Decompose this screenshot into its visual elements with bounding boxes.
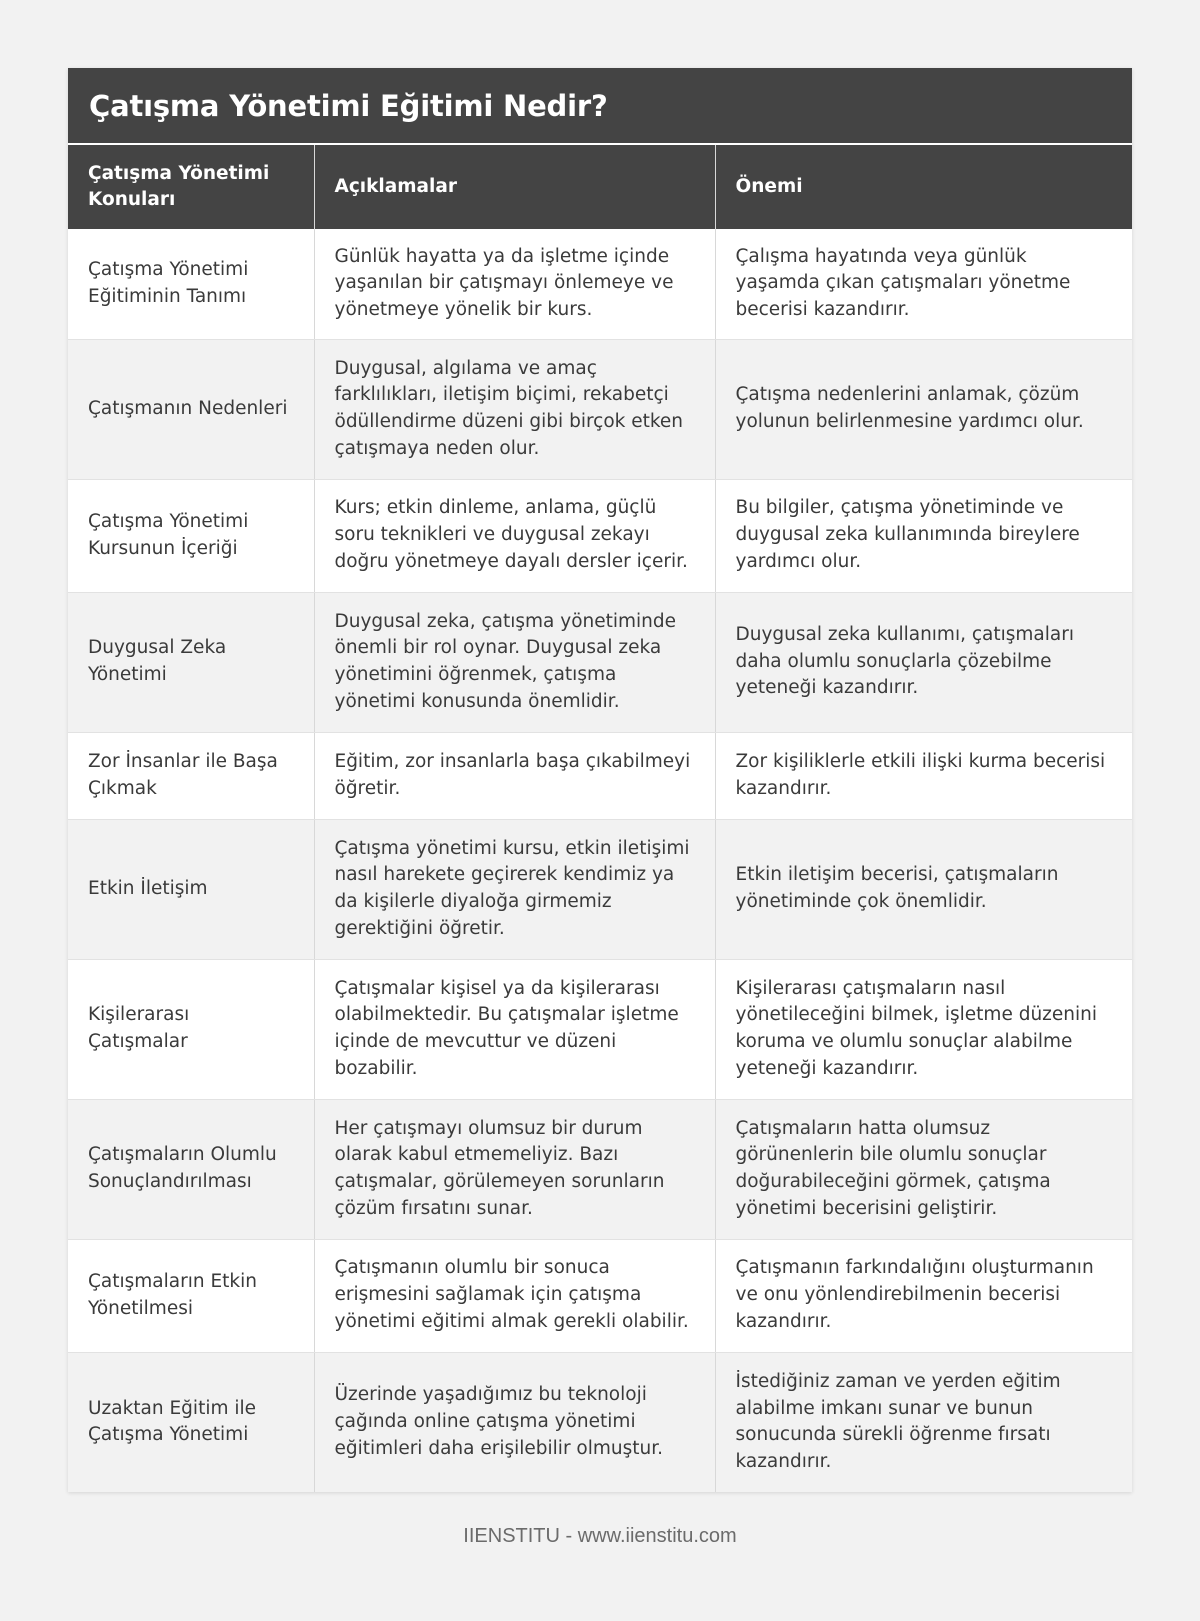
table-row	[68, 959, 1132, 1099]
table-row	[68, 1352, 1132, 1492]
description-cell: Kurs; etkin dinleme, anlama, güçlü soru teknikleri ve duygusal zekayı doğru yönetmeye dayalı dersler içerir.	[314, 479, 715, 592]
column-header-topics: Çatışma Yönetimi Konuları	[68, 145, 314, 229]
importance-cell: Duygusal zeka kullanımı, çatışmaları daha olumlu sonuçlarla çözebilme yeteneği kazandırır.	[715, 592, 1132, 732]
title-bar	[68, 68, 1132, 145]
table-row	[68, 1239, 1132, 1352]
topic-cell: Çatışmaların Etkin Yönetilmesi	[68, 1239, 314, 1352]
table-row	[68, 229, 1132, 339]
topic-cell: Çatışmanın Nedenleri	[68, 339, 314, 479]
content-card	[68, 68, 1132, 1492]
importance-cell: Etkin iletişim becerisi, çatışmaların yönetiminde çok önemlidir.	[715, 819, 1132, 959]
description-cell: Günlük hayatta ya da işletme içinde yaşanılan bir çatışmayı önlemeye ve yönetmeye yönelik bir kurs.	[314, 229, 715, 339]
importance-cell: Çalışma hayatında veya günlük yaşamda çıkan çatışmaları yönetme becerisi kazandırır.	[715, 229, 1132, 339]
topic-cell: Çatışma Yönetimi Eğitiminin Tanımı	[68, 229, 314, 339]
table-row	[68, 1099, 1132, 1239]
table-header-row	[68, 145, 1132, 229]
footer-credit: IIENSTITU - www.iienstitu.com	[463, 1525, 737, 1547]
topic-cell: Çatışmaların Olumlu Sonuçlandırılması	[68, 1099, 314, 1239]
table-row	[68, 592, 1132, 732]
topic-cell: Zor İnsanlar ile Başa Çıkmak	[68, 732, 314, 819]
table-row	[68, 339, 1132, 479]
description-cell: Eğitim, zor insanlarla başa çıkabilmeyi öğretir.	[314, 732, 715, 819]
description-cell: Çatışmalar kişisel ya da kişilerarası olabilmektedir. Bu çatışmalar işletme içinde de mevcuttur ve düzeni bozabilir.	[314, 959, 715, 1099]
column-header-importance: Önemi	[715, 145, 1132, 229]
importance-cell: Çatışma nedenlerini anlamak, çözüm yolunun belirlenmesine yardımcı olur.	[715, 339, 1132, 479]
description-cell: Üzerinde yaşadığımız bu teknoloji çağında online çatışma yönetimi eğitimleri daha erişilebilir olmuştur.	[314, 1352, 715, 1492]
table-row	[68, 819, 1132, 959]
description-cell: Çatışmanın olumlu bir sonuca erişmesini sağlamak için çatışma yönetimi eğitimi almak gerekli olabilir.	[314, 1239, 715, 1352]
importance-cell: Çatışmanın farkındalığını oluşturmanın ve onu yönlendirebilmenin becerisi kazandırır.	[715, 1239, 1132, 1352]
topic-cell: Kişilerarası Çatışmalar	[68, 959, 314, 1099]
topic-cell: Çatışma Yönetimi Kursunun İçeriği	[68, 479, 314, 592]
topic-cell: Etkin İletişim	[68, 819, 314, 959]
description-cell: Duygusal, algılama ve amaç farklılıkları, iletişim biçimi, rekabetçi ödüllendirme düzeni gibi birçok etken çatışmaya neden olur.	[314, 339, 715, 479]
table-row	[68, 732, 1132, 819]
importance-cell: İstediğiniz zaman ve yerden eğitim alabilme imkanı sunar ve bunun sonucunda sürekli öğrenme fırsatı kazandırır.	[715, 1352, 1132, 1492]
page-title: Çatışma Yönetimi Eğitimi Nedir?	[89, 88, 608, 123]
topic-cell: Duygusal Zeka Yönetimi	[68, 592, 314, 732]
importance-cell: Kişilerarası çatışmaların nasıl yönetileceğini bilmek, işletme düzenini koruma ve olumlu sonuçlar alabilme yeteneği kazandırır.	[715, 959, 1132, 1099]
topic-cell: Uzaktan Eğitim ile Çatışma Yönetimi	[68, 1352, 314, 1492]
description-cell: Çatışma yönetimi kursu, etkin iletişimi nasıl harekete geçirerek kendimiz ya da kişilerle diyaloğa girmemiz gerektiğini öğretir.	[314, 819, 715, 959]
importance-cell: Çatışmaların hatta olumsuz görünenlerin bile olumlu sonuçlar doğurabileceğini görmek, çatışma yönetimi becerisini geliştirir.	[715, 1099, 1132, 1239]
column-header-descriptions: Açıklamalar	[314, 145, 715, 229]
description-cell: Duygusal zeka, çatışma yönetiminde önemli bir rol oynar. Duygusal zeka yönetimini öğrenmek, çatışma yönetimi konusunda önemlidir.	[314, 592, 715, 732]
description-cell: Her çatışmayı olumsuz bir durum olarak kabul etmemeliyiz. Bazı çatışmalar, görülemeyen sorunların çözüm fırsatını sunar.	[314, 1099, 715, 1239]
topics-table	[68, 145, 1132, 1492]
table-row	[68, 479, 1132, 592]
importance-cell: Bu bilgiler, çatışma yönetiminde ve duygusal zeka kullanımında bireylere yardımcı olur.	[715, 479, 1132, 592]
importance-cell: Zor kişiliklerle etkili ilişki kurma becerisi kazandırır.	[715, 732, 1132, 819]
